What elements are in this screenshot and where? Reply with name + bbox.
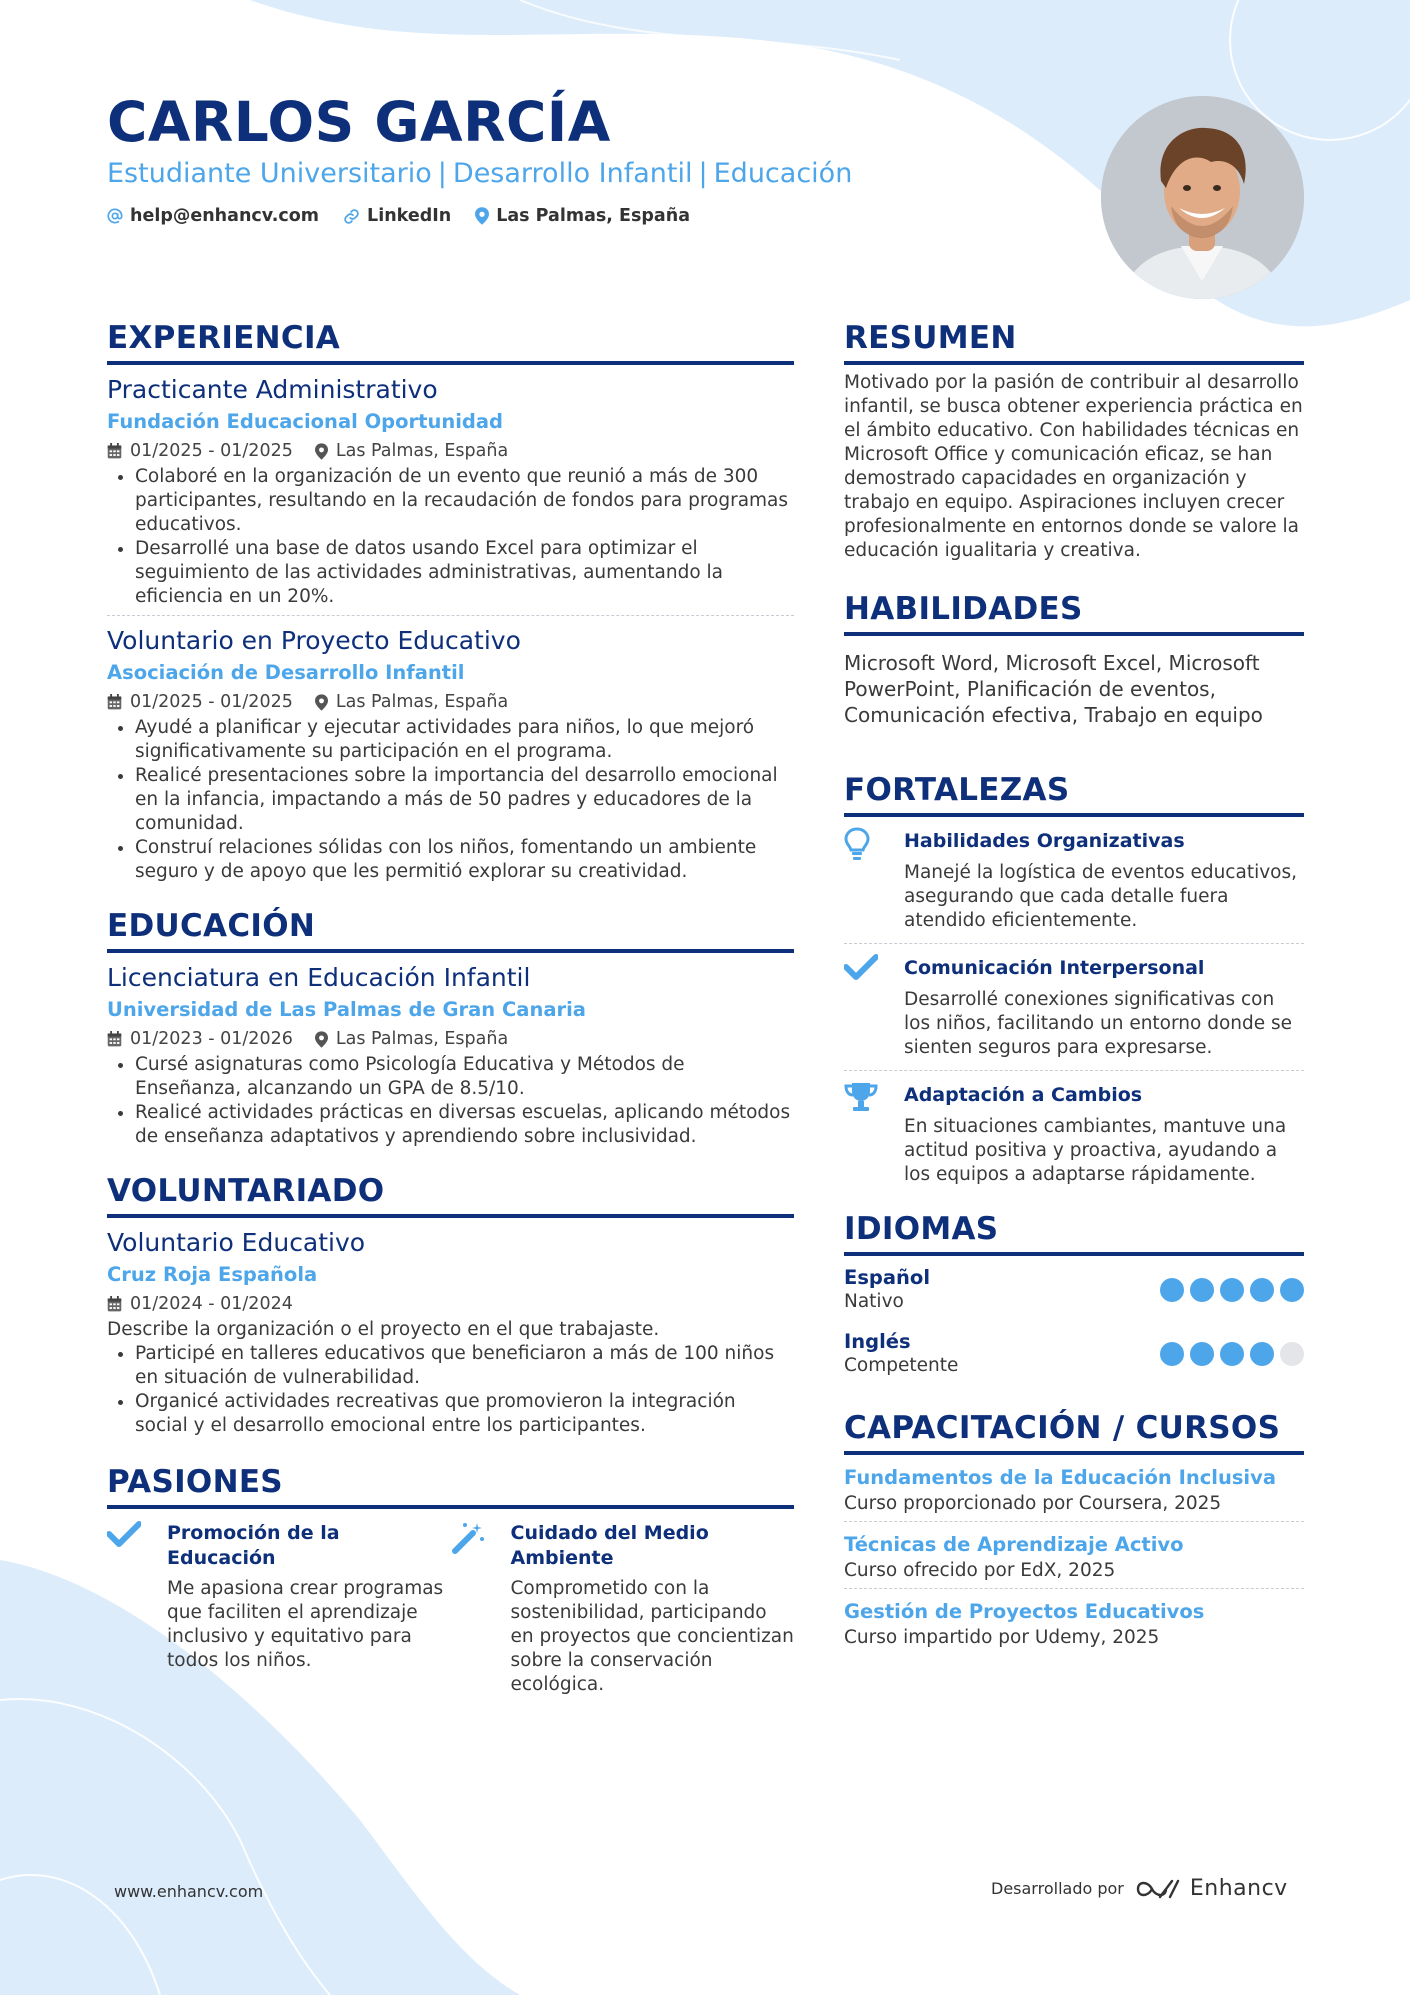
- entry-dates: [107, 1025, 293, 1053]
- language-item: [844, 1314, 1304, 1378]
- passion-item: [451, 1521, 795, 1697]
- entry-meta: [107, 1290, 794, 1318]
- passion-desc: Comprometido con la sostenibilidad, participando en proyectos que concientizan sobre la conservación ecológica.: [510, 1578, 794, 1695]
- rating-dot-filled: [1250, 1278, 1274, 1302]
- course-desc: Curso impartido por Udemy, 2025: [844, 1627, 1160, 1648]
- section-title-education: EDUCACIÓN: [107, 906, 794, 953]
- rating-dot-filled: [1280, 1278, 1304, 1302]
- location-pin-icon: [315, 1031, 328, 1048]
- job-title: Voluntario en Proyecto Educativo: [107, 626, 521, 655]
- entry-dates: [107, 1290, 293, 1318]
- bullet-item: Cursé asignaturas como Psicología Educativa y Métodos de Enseñanza, alcanzando un GPA de 8.5/10.: [107, 1053, 794, 1101]
- section-title-languages: IDIOMAS: [844, 1209, 1304, 1256]
- contact-location: [475, 206, 690, 226]
- check-icon: [844, 954, 878, 980]
- link-icon: [343, 208, 360, 225]
- bullet-item: Ayudé a planificar y ejecutar actividades para niños, lo que mejoró significativamente su participación en el programa.: [107, 716, 794, 764]
- right-column: [844, 318, 1304, 1651]
- language-level: Competente: [844, 1355, 959, 1376]
- dates-text: 01/2023 - 01/2026: [130, 1029, 293, 1049]
- calendar-icon: [107, 443, 122, 459]
- location-pin-icon: [315, 443, 328, 460]
- rating-dot-filled: [1250, 1342, 1274, 1366]
- bullet-item: Realicé presentaciones sobre la importancia del desarrollo emocional en la infancia, impactando a más de 50 padres y educadores de la comunidad.: [107, 764, 794, 836]
- footer-branding: [991, 1876, 1288, 1901]
- calendar-icon: [107, 1031, 122, 1047]
- rating-dot-empty: [1280, 1342, 1304, 1366]
- course-desc: Curso ofrecido por EdX, 2025: [844, 1560, 1116, 1581]
- candidate-subtitle: [107, 157, 852, 191]
- education-entry: [107, 953, 794, 1149]
- section-title-passions: PASIONES: [107, 1462, 794, 1509]
- enhancv-logo-icon: [1134, 1877, 1182, 1901]
- entry-meta: [107, 688, 794, 716]
- location-pin-icon: [475, 207, 489, 225]
- experience-entry: [107, 616, 794, 884]
- strength-title: Comunicación Interpersonal: [904, 957, 1205, 979]
- powered-by-text: Desarrollado por: [991, 1879, 1124, 1898]
- bullet-item: Participé en talleres educativos que beneficiaron a más de 100 niños en situación de vulnerabilidad.: [107, 1342, 794, 1390]
- subtitle-part: Educación: [713, 158, 853, 189]
- rating-dot-filled: [1220, 1278, 1244, 1302]
- strength-desc: Manejé la logística de eventos educativos, asegurando que cada detalle fuera atendido eficientemente.: [904, 862, 1297, 931]
- avatar-illustration: [1101, 96, 1304, 299]
- candidate-name: CARLOS GARCÍA: [107, 90, 611, 154]
- course-desc: Curso proporcionado por Coursera, 2025: [844, 1493, 1222, 1514]
- bullet-item: Construí relaciones sólidas con los niños, fomentando un ambiente seguro y de apoyo que les permitió explorar su creatividad.: [107, 836, 794, 884]
- bullet-list: [107, 1053, 794, 1149]
- rating-dot-filled: [1220, 1342, 1244, 1366]
- language-name: Inglés: [844, 1330, 911, 1353]
- company-name: Fundación Educacional Oportunidad: [107, 410, 503, 433]
- at-icon: [107, 208, 123, 224]
- degree-title: Licenciatura en Educación Infantil: [107, 963, 531, 992]
- trophy-icon: [844, 1081, 878, 1113]
- rating-dot-filled: [1160, 1278, 1184, 1302]
- institution-name: Universidad de Las Palmas de Gran Canaria: [107, 998, 586, 1021]
- subtitle-part: Estudiante Universitario: [107, 158, 432, 189]
- lightbulb-icon: [844, 827, 870, 861]
- contact-email[interactable]: [107, 206, 319, 226]
- summary-text: Motivado por la pasión de contribuir al desarrollo infantil, se busca obtener experiencia práctica en el ámbito educativo. Con habilidades técnicas en Microsoft Office y comunicación eficaz, se han demostrado capacidades en organización y trabajo en equipo. Aspiraciones incluyen crecer profesionalmente en entornos donde se valore la educación igualitaria y creativa.: [844, 372, 1303, 561]
- strength-title: Habilidades Organizativas: [904, 830, 1185, 852]
- section-title-experience: EXPERIENCIA: [107, 318, 794, 365]
- bullet-item: Colaboré en la organización de un evento que reunió a más de 300 participantes, resultando en la recaudación de fondos para programas educativos.: [107, 465, 794, 537]
- entry-location: [315, 688, 508, 716]
- passion-desc: Me apasiona crear programas que faciliten el aprendizaje inclusivo y equitativo para todos los niños.: [167, 1578, 444, 1671]
- course-title: Fundamentos de la Educación Inclusiva: [844, 1466, 1276, 1489]
- bullet-item: Desarrollé una base de datos usando Excel para optimizar el seguimiento de las actividades administrativas, aumentando la eficiencia en un 20%.: [107, 537, 794, 609]
- job-title: Practicante Administrativo: [107, 375, 438, 404]
- entry-location: [315, 437, 508, 465]
- footer-website[interactable]: www.enhancv.com: [114, 1882, 264, 1901]
- entry-meta: [107, 437, 794, 465]
- language-rating: [1154, 1342, 1304, 1366]
- contact-linkedin[interactable]: [343, 206, 451, 226]
- strength-desc: En situaciones cambiantes, mantuve una actitud positiva y proactiva, ayudando a los equipos a adaptarse rápidamente.: [904, 1116, 1287, 1185]
- language-level: Nativo: [844, 1291, 904, 1312]
- experience-entry: [107, 365, 794, 616]
- section-title-summary: RESUMEN: [844, 318, 1304, 365]
- company-name: Asociación de Desarrollo Infantil: [107, 661, 465, 684]
- linkedin-text: LinkedIn: [367, 206, 452, 226]
- course-item: [844, 1522, 1304, 1584]
- entry-meta: [107, 1025, 794, 1053]
- subtitle-part: Desarrollo Infantil: [452, 158, 693, 189]
- left-column: [107, 318, 794, 1697]
- section-title-strengths: FORTALEZAS: [844, 770, 1304, 817]
- course-item: [844, 1589, 1304, 1651]
- location-text: Las Palmas, España: [335, 441, 509, 461]
- subtitle-separator: |: [698, 158, 708, 189]
- language-name: Español: [844, 1266, 931, 1289]
- bullet-list: [107, 716, 794, 884]
- bullet-list: [107, 465, 794, 609]
- strength-item: [844, 817, 1304, 943]
- brand-name: Enhancv: [1189, 1876, 1288, 1901]
- strength-item: [844, 944, 1304, 1070]
- dates-text: 01/2025 - 01/2025: [130, 441, 293, 461]
- subtitle-separator: |: [437, 158, 447, 189]
- location-text: Las Palmas, España: [496, 206, 691, 226]
- entry-dates: [107, 688, 293, 716]
- section-title-courses: CAPACITACIÓN / CURSOS: [844, 1408, 1304, 1455]
- bullet-list: [107, 1342, 794, 1438]
- organization-name: Cruz Roja Española: [107, 1263, 318, 1286]
- bullet-item: Organicé actividades recreativas que promovieron la integración social y el desarrollo emocional entre los participantes.: [107, 1390, 794, 1438]
- dates-text: 01/2025 - 01/2025: [130, 692, 293, 712]
- role-title: Voluntario Educativo: [107, 1228, 366, 1257]
- strength-title: Adaptación a Cambios: [904, 1084, 1143, 1106]
- bullet-item: Realicé actividades prácticas en diversas escuelas, aplicando métodos de enseñanza adaptativos y aprendiendo sobre inclusividad.: [107, 1101, 794, 1149]
- passion-title: Promoción de la Educación: [167, 1522, 340, 1569]
- rating-dot-filled: [1190, 1278, 1214, 1302]
- location-text: Las Palmas, España: [335, 1029, 509, 1049]
- magic-wand-icon: [451, 1521, 485, 1555]
- location-text: Las Palmas, España: [335, 692, 509, 712]
- check-icon: [107, 1521, 141, 1547]
- language-rating: [1154, 1278, 1304, 1302]
- dates-text: 01/2024 - 01/2024: [130, 1294, 293, 1314]
- strength-desc: Desarrollé conexiones significativas con los niños, facilitando un entorno donde se sienten seguros para expresarse.: [904, 989, 1293, 1058]
- strength-item: [844, 1071, 1304, 1197]
- profile-photo: [1101, 96, 1304, 299]
- location-pin-icon: [315, 694, 328, 711]
- course-title: Técnicas de Aprendizaje Activo: [844, 1533, 1184, 1556]
- entry-dates: [107, 437, 293, 465]
- section-title-volunteering: VOLUNTARIADO: [107, 1171, 794, 1218]
- rating-dot-filled: [1190, 1342, 1214, 1366]
- calendar-icon: [107, 1296, 122, 1312]
- calendar-icon: [107, 694, 122, 710]
- contact-info: [107, 206, 714, 226]
- course-item: [844, 1455, 1304, 1517]
- rating-dot-filled: [1160, 1342, 1184, 1366]
- volunteering-entry: [107, 1218, 794, 1438]
- passion-item: [107, 1521, 451, 1697]
- skills-text: Microsoft Word, Microsoft Excel, Microsoft PowerPoint, Planificación de eventos, Comunicación efectiva, Trabajo en equipo: [844, 651, 1263, 727]
- course-title: Gestión de Proyectos Educativos: [844, 1600, 1205, 1623]
- entry-description: Describe la organización o el proyecto en el que trabajaste.: [107, 1319, 660, 1340]
- passions-list: [107, 1509, 794, 1697]
- entry-location: [315, 1025, 508, 1053]
- email-text: help@enhancv.com: [130, 206, 320, 226]
- section-title-skills: HABILIDADES: [844, 589, 1304, 636]
- language-item: [844, 1256, 1304, 1314]
- passion-title: Cuidado del Medio Ambiente: [510, 1522, 709, 1569]
